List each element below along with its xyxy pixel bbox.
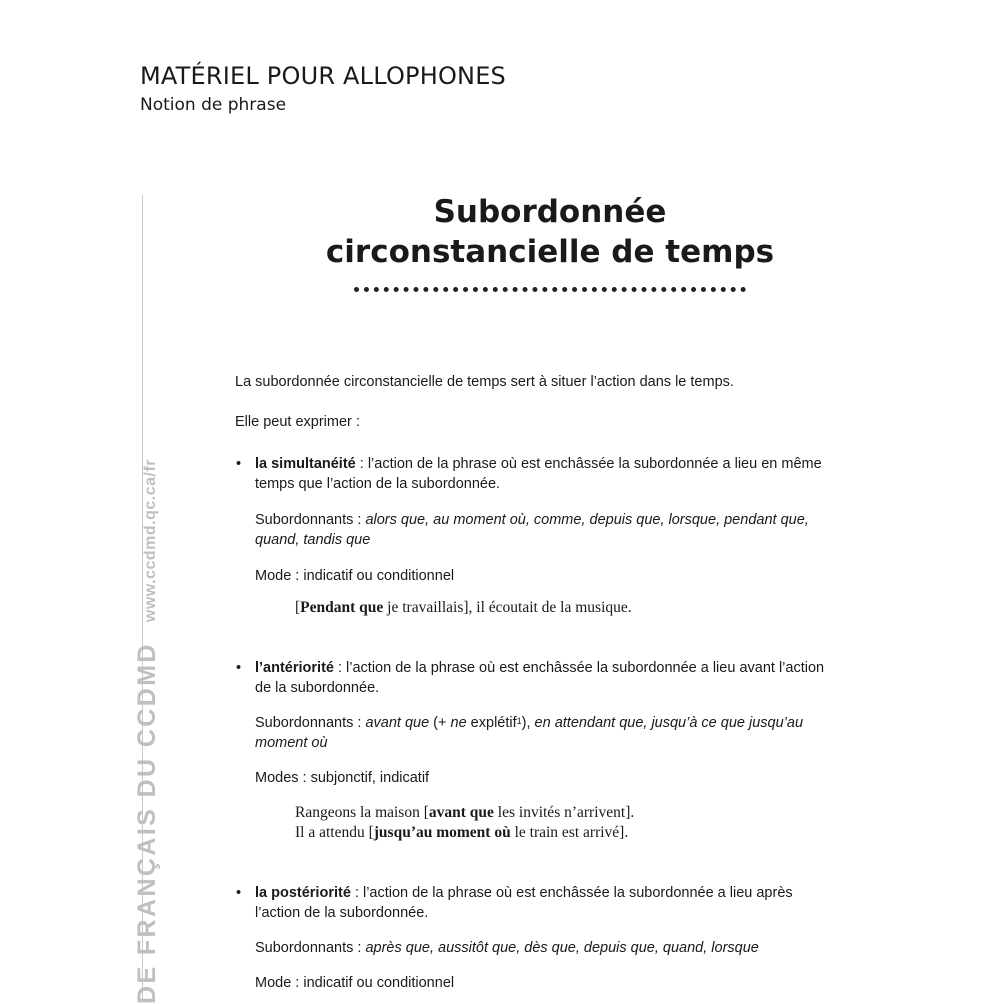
anteriorite-def-line1: : l’action de la phrase où est enchâssée la subordonnée a lieu avant l’action [333,660,825,676]
page-title-line2: circonstancielle de temps [325,234,775,270]
simultaneite-definition [255,454,822,474]
title-dotted-rule [354,287,746,292]
anteriorite-expletif: explétif [466,715,517,731]
anteriorite-sub-list-2: moment où [255,735,328,751]
sidebar-url: www.ccdmd.qc.ca/fr [142,458,159,623]
ex2-pre: Il a attendu [ [295,824,374,841]
simultaneite-sub-list-2: quand, tandis que [255,532,371,548]
footnote-marker[interactable]: 1 [516,716,522,726]
page-title-line1: Subordonnée [433,194,667,230]
posteriorite-mode: Mode : indicatif ou conditionnel [255,975,455,991]
anteriorite-definition [255,658,824,678]
anteriorite-paren-close: ), [521,715,535,731]
document-header-subtitle: Notion de phrase [140,95,287,115]
posteriorite-def-line1: : l’action de la phrase où est enchâssée la subordonnée a lieu après [350,885,793,901]
ex-strong: Pendant que [300,599,384,616]
intro-lead: Elle peut exprimer : [235,414,360,430]
ex2-strong: jusqu’au moment où [373,824,511,841]
posteriorite-definition [255,883,793,903]
bullet-simultaneite: • [236,456,242,472]
ex-rest: je travaillais], il écoutait de la musique. [383,599,632,616]
anteriorite-example-2 [295,823,628,843]
page-title [300,192,800,272]
anteriorite-sub-line2 [255,733,328,753]
bullet-posteriorite: • [236,885,242,901]
anteriorite-paren-open: (+ [429,715,451,731]
posteriorite-sub-label: Subordonnants : [255,940,366,956]
ex2-rest: le train est arrivé]. [510,824,629,841]
anteriorite-subordonnants [255,713,803,733]
bullet-anteriorite: • [236,660,242,676]
ex1-pre: Rangeons la maison [ [295,804,429,821]
ex1-strong: avant que [428,804,494,821]
simultaneite-sub-line2 [255,530,370,550]
intro-sentence: La subordonnée circonstancielle de temps sert à situer l’action dans le temps. [235,374,734,390]
simultaneite-subordonnants [255,510,809,530]
anteriorite-term: l’antériorité [255,660,334,676]
posteriorite-sub-list: après que, aussitôt que, dès que, depuis que, quand, lorsque [365,940,759,956]
sidebar-vertical-text [133,459,162,1004]
simultaneite-sub-list: alors que, au moment où, comme, depuis que, lorsque, pendant que, [365,512,809,528]
anteriorite-sub-label: Subordonnants : [255,715,366,731]
anteriorite-def-line2: de la subordonnée. [255,680,380,696]
simultaneite-def-line2: temps que l’action de la subordonnée. [255,476,501,492]
posteriorite-def-line2: l’action de la subordonnée. [255,905,429,921]
anteriorite-ne: ne [450,715,467,731]
simultaneite-example [295,598,632,618]
posteriorite-subordonnants [255,938,759,958]
simultaneite-sub-label: Subordonnants : [255,512,366,528]
document-header-title: MATÉRIEL POUR ALLOPHONES [140,62,506,90]
anteriorite-example-1 [295,803,634,823]
ex-bracket: [ [295,599,301,616]
simultaneite-term: la simultanéité [255,456,356,472]
anteriorite-sub-list: en attendant que, jusqu’à ce que jusqu’au [534,715,804,731]
sidebar-publisher: DE FRANÇAIS DU CCDMD [133,642,161,1004]
posteriorite-term: la postériorité [255,885,351,901]
anteriorite-mode: Modes : subjonctif, indicatif [255,770,430,786]
simultaneite-mode: Mode : indicatif ou conditionnel [255,568,455,584]
ex1-rest: les invités n’arrivent]. [493,804,635,821]
simultaneite-def-line1: : l’action de la phrase où est enchâssée la subordonnée a lieu en même [355,456,822,472]
anteriorite-sub-avant-que: avant que [365,715,430,731]
